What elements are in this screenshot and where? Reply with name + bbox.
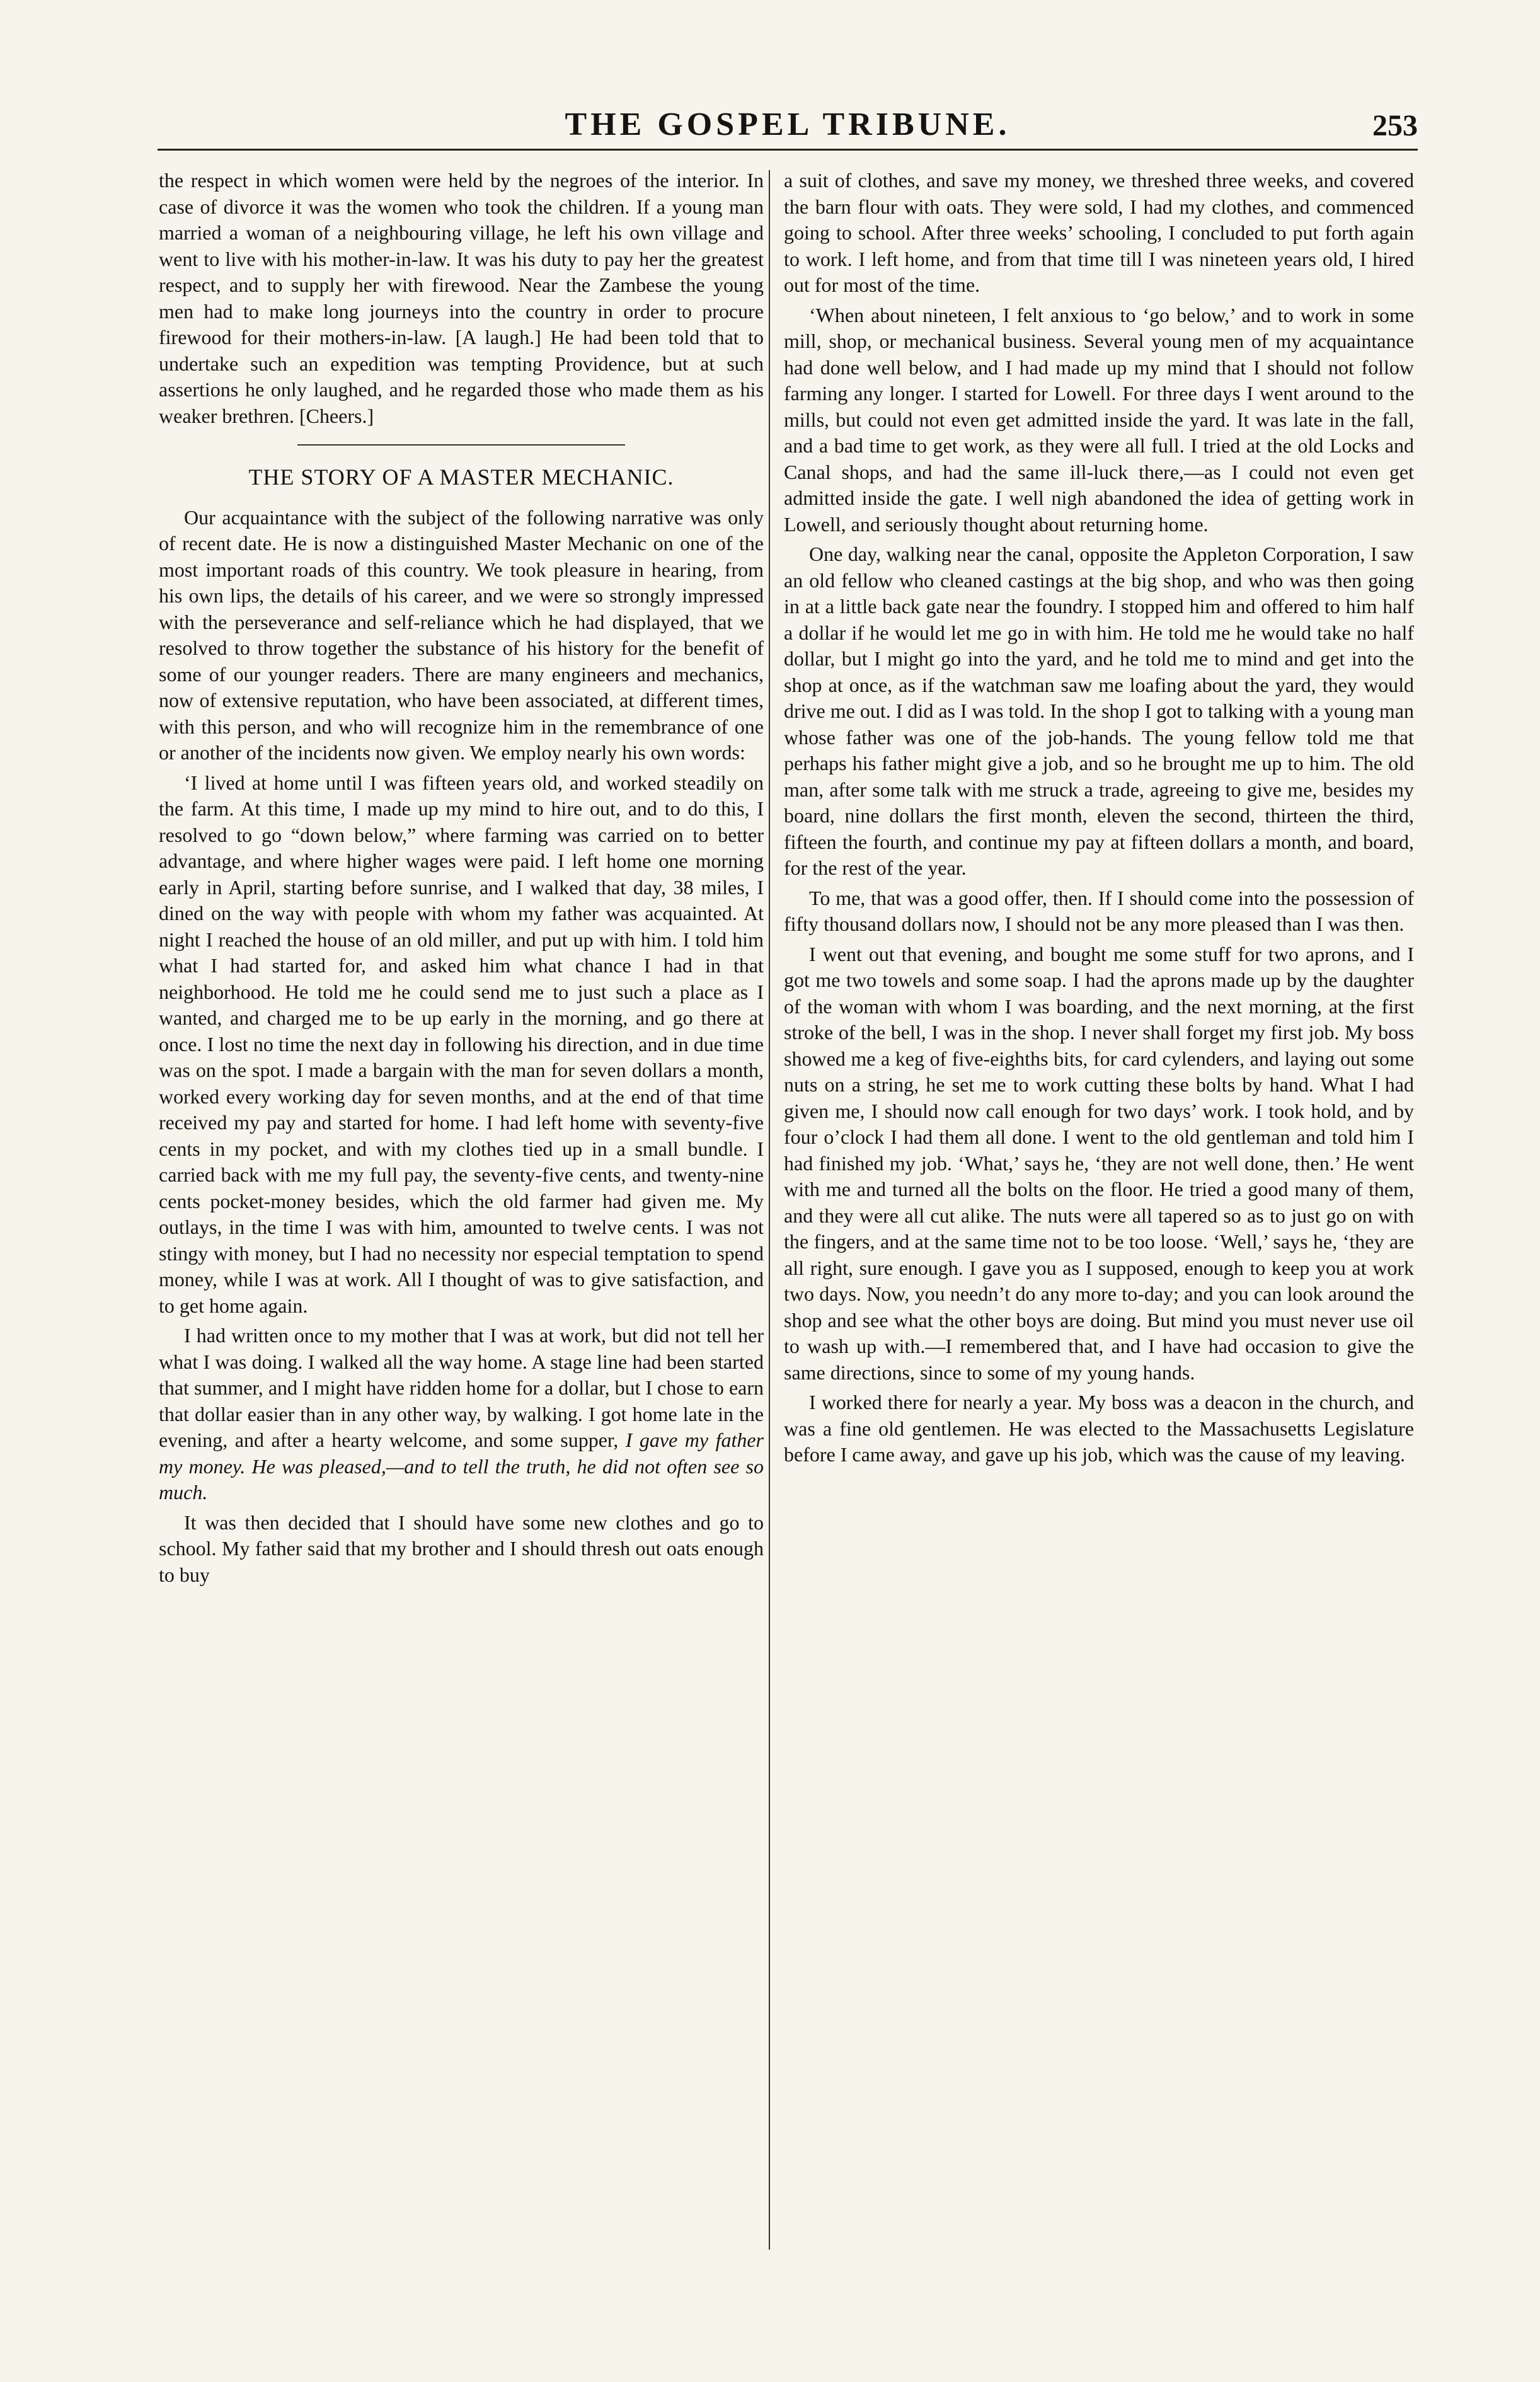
running-head	[158, 106, 1418, 150]
section-divider	[297, 444, 625, 446]
story-paragraph-5: ‘When about nineteen, I felt anxious to ‘go below,’ and to work in some mill, shop, or mechanical business. Several young men of my acquaintance had done well below, and I had made up my mind that I should not follow farming any longer. I started for Lowell. For three days I went around to the mills, but could not even get admitted inside the yard. It was late in the fall, and a bad time to get work, as they were all full. I tried at the old Locks and Canal shops, and had the same ill-luck there,—as I could not even get admitted inside the gate. I well nigh abandoned the idea of getting work in Lowell, and seriously thought about returning home.	[784, 303, 1414, 536]
article-title: THE STORY OF A MASTER MECHANIC.	[248, 464, 674, 490]
column-divider	[769, 170, 770, 2250]
story-paragraph-2-text: I had written once to my mother that I was at work, but did not tell her what I was doing. I walked all the way home. A stage line had been started that summer, and I might have ridden home for a dollar, but I chose to earn that dollar easier than in any other way, by walking. I got home late in the evening, and after a hearty welcome, and some supper,	[159, 1324, 764, 1451]
story-paragraph-3: It was then decided that I should have some new clothes and go to school. My father said that my brother and I should thresh out oats enough to buy	[159, 1510, 764, 1586]
story-paragraph-4: a suit of clothes, and save my money, we threshed three weeks, and covered the barn flour with oats. They were sold, I had my clothes, and commenced going to school. After three weeks’ schooling, I concluded to put forth again to work. I left home, and from that time till I was nineteen years old, I hired out for most of the time.	[784, 169, 1414, 296]
journal-title: THE GOSPEL TRIBUNE.	[565, 106, 1011, 142]
story-paragraph-1: ‘I lived at home until I was fifteen years old, and worked steadily on the farm. At this time, I made up my mind to hire out, and to do this, I resolved to go “down below,” where farming was carried on to better advantage, and where higher wages were paid. I left home one morning early in April, starting before sunrise, and I walked that day, 38 miles, I dined on the way with people with whom my father was acquainted. At night I reached the house of an old miller, and put up with him. I told him what I had started for, and asked him what chance I had in that neighborhood. He told me he could send me to just such a place as I wanted, and charged me to be up early in the morning, and go there at once. I lost no time the next day in following his direction, and in due time was on the spot. I made a bargain with the man for seven dollars a month, worked every working day for seven months, and at the end of that time received my pay and started for home. I had left home with seventy-five cents in my pocket, and with my clothes tied up in a small bundle. I carried back with me my full pay, the seventy-five cents, and twenty-nine cents pocket-money besides, which the old farmer had given me. My outlays, in the time I was with him, amounted to twelve cents. I was not stingy with money, but I had no necessity nor especial temptation to spend money, while I was at work. All I thought of was to give satisfaction, and to get home again.	[159, 771, 764, 1317]
intro-paragraph: Our acquaintance with the subject of the following narrative was only of recent date. He is now a distinguished Master Mechanic on one of the most important roads of this country. We took pleasure in hearing, from his own lips, the details of his career, and we were so strongly impressed with the perseverance and self-reliance which he had displayed, that we resolved to throw together the substance of his history for the benefit of some of our younger readers. There are many engineers and mechanics, now of extensive reputation, who have been associated, at different times, with this person, and who will recognize him in the remembrance of one or another of the incidents now given. We employ nearly his own words:	[159, 505, 764, 764]
story-paragraph-6: One day, walking near the canal, opposite the Appleton Corporation, I saw an old fellow who cleaned castings at the big shop, and who was then going in at a little back gate near the foundry. I stopped him and offered to him half a dollar if he would let me go in with him. He told me he would take no half dollar, but I might go into the yard, and he told me to mind and get into the shop at once, as if the watchman saw me loafing about the yard, they would drive me out. I did as I was told. In the shop I got to talking with a young man whose father was one of the job-hands. The young fellow told me that perhaps his father might give a job, and so he brought me up to him. The old man, after some talk with me struck a trade, agreeing to give me, besides my board, nine dollars the first month, eleven the second, thirteen the third, fifteen the fourth, and continue my pay at fifteen dollars a month, and board, for the rest of the year.	[784, 543, 1414, 879]
story-paragraph-9: I worked there for nearly a year. My boss was a deacon in the church, and was a fine old gentlemen. He was elected to the Massachusetts Legislature before I came away, and gave up his job, which was the cause of my leaving.	[784, 1391, 1414, 1466]
continued-paragraph: the respect in which women were held by the negroes of the interior. In case of divorce it was the women who took the children. If a young man married a woman of a neighbouring village, he left his own village and went to live with his mother-in-law. It was his duty to pay her the greatest respect, and to supply her with firewood. Near the Zambese the young men had to make long journeys into the country in order to procure firewood for their mothers-in-law. [A laugh.] He had been told that to undertake such an expedition was tempting Providence, but at such assertions he only laughed, and he regarded those who made them as his weaker brethren. [Cheers.]	[159, 169, 764, 427]
story-paragraph-2	[159, 1323, 764, 1506]
header-rule	[158, 149, 1418, 151]
page-number: 253	[1372, 109, 1418, 142]
left-column	[159, 168, 764, 1588]
story-paragraph-7: To me, that was a good offer, then. If I should come into the possession of fifty thousand dollars now, I should not be any more pleased than I was then.	[784, 886, 1414, 935]
story-paragraph-8: I went out that evening, and bought me some stuff for two aprons, and I got me two towels and some soap. I had the aprons made up by the daughter of the woman with whom I was boarding, and the next morning, at the first stroke of the bell, I was in the shop. I never shall forget my first job. My boss showed me a keg of five-eighths bits, for card cylenders, and laying out some nuts on a string, he set me to work cutting these bolts by hand. What I had given me, I should now call enough for two days’ work. I took hold, and by four o’clock I had them all done. I went to the old gentleman and told him I had finished my job. ‘What,’ says he, ‘they are not well done, then.’ He went with me and turned all the bolts on the floor. He tried a good many of them, and they were all cut alike. The nuts were all tapered so as to just go on with the fingers, and at the same time not to be too loose. ‘Well,’ says he, ‘they are all right, sure enough. I gave you as I supposed, enough to keep you at work two days. Now, you needn’t do any more to-day; and you can look around the shop and see what the other boys are doing. But mind you must never use oil to wash up with.—I remembered that, and I have had occasion to give the same directions, since to some of my young hands.	[784, 942, 1414, 1384]
right-column	[784, 168, 1414, 1468]
story-paragraph-2-italic: I gave my father my money. He was pleased,—and to tell the truth, he did not often see so much.	[159, 1429, 764, 1504]
